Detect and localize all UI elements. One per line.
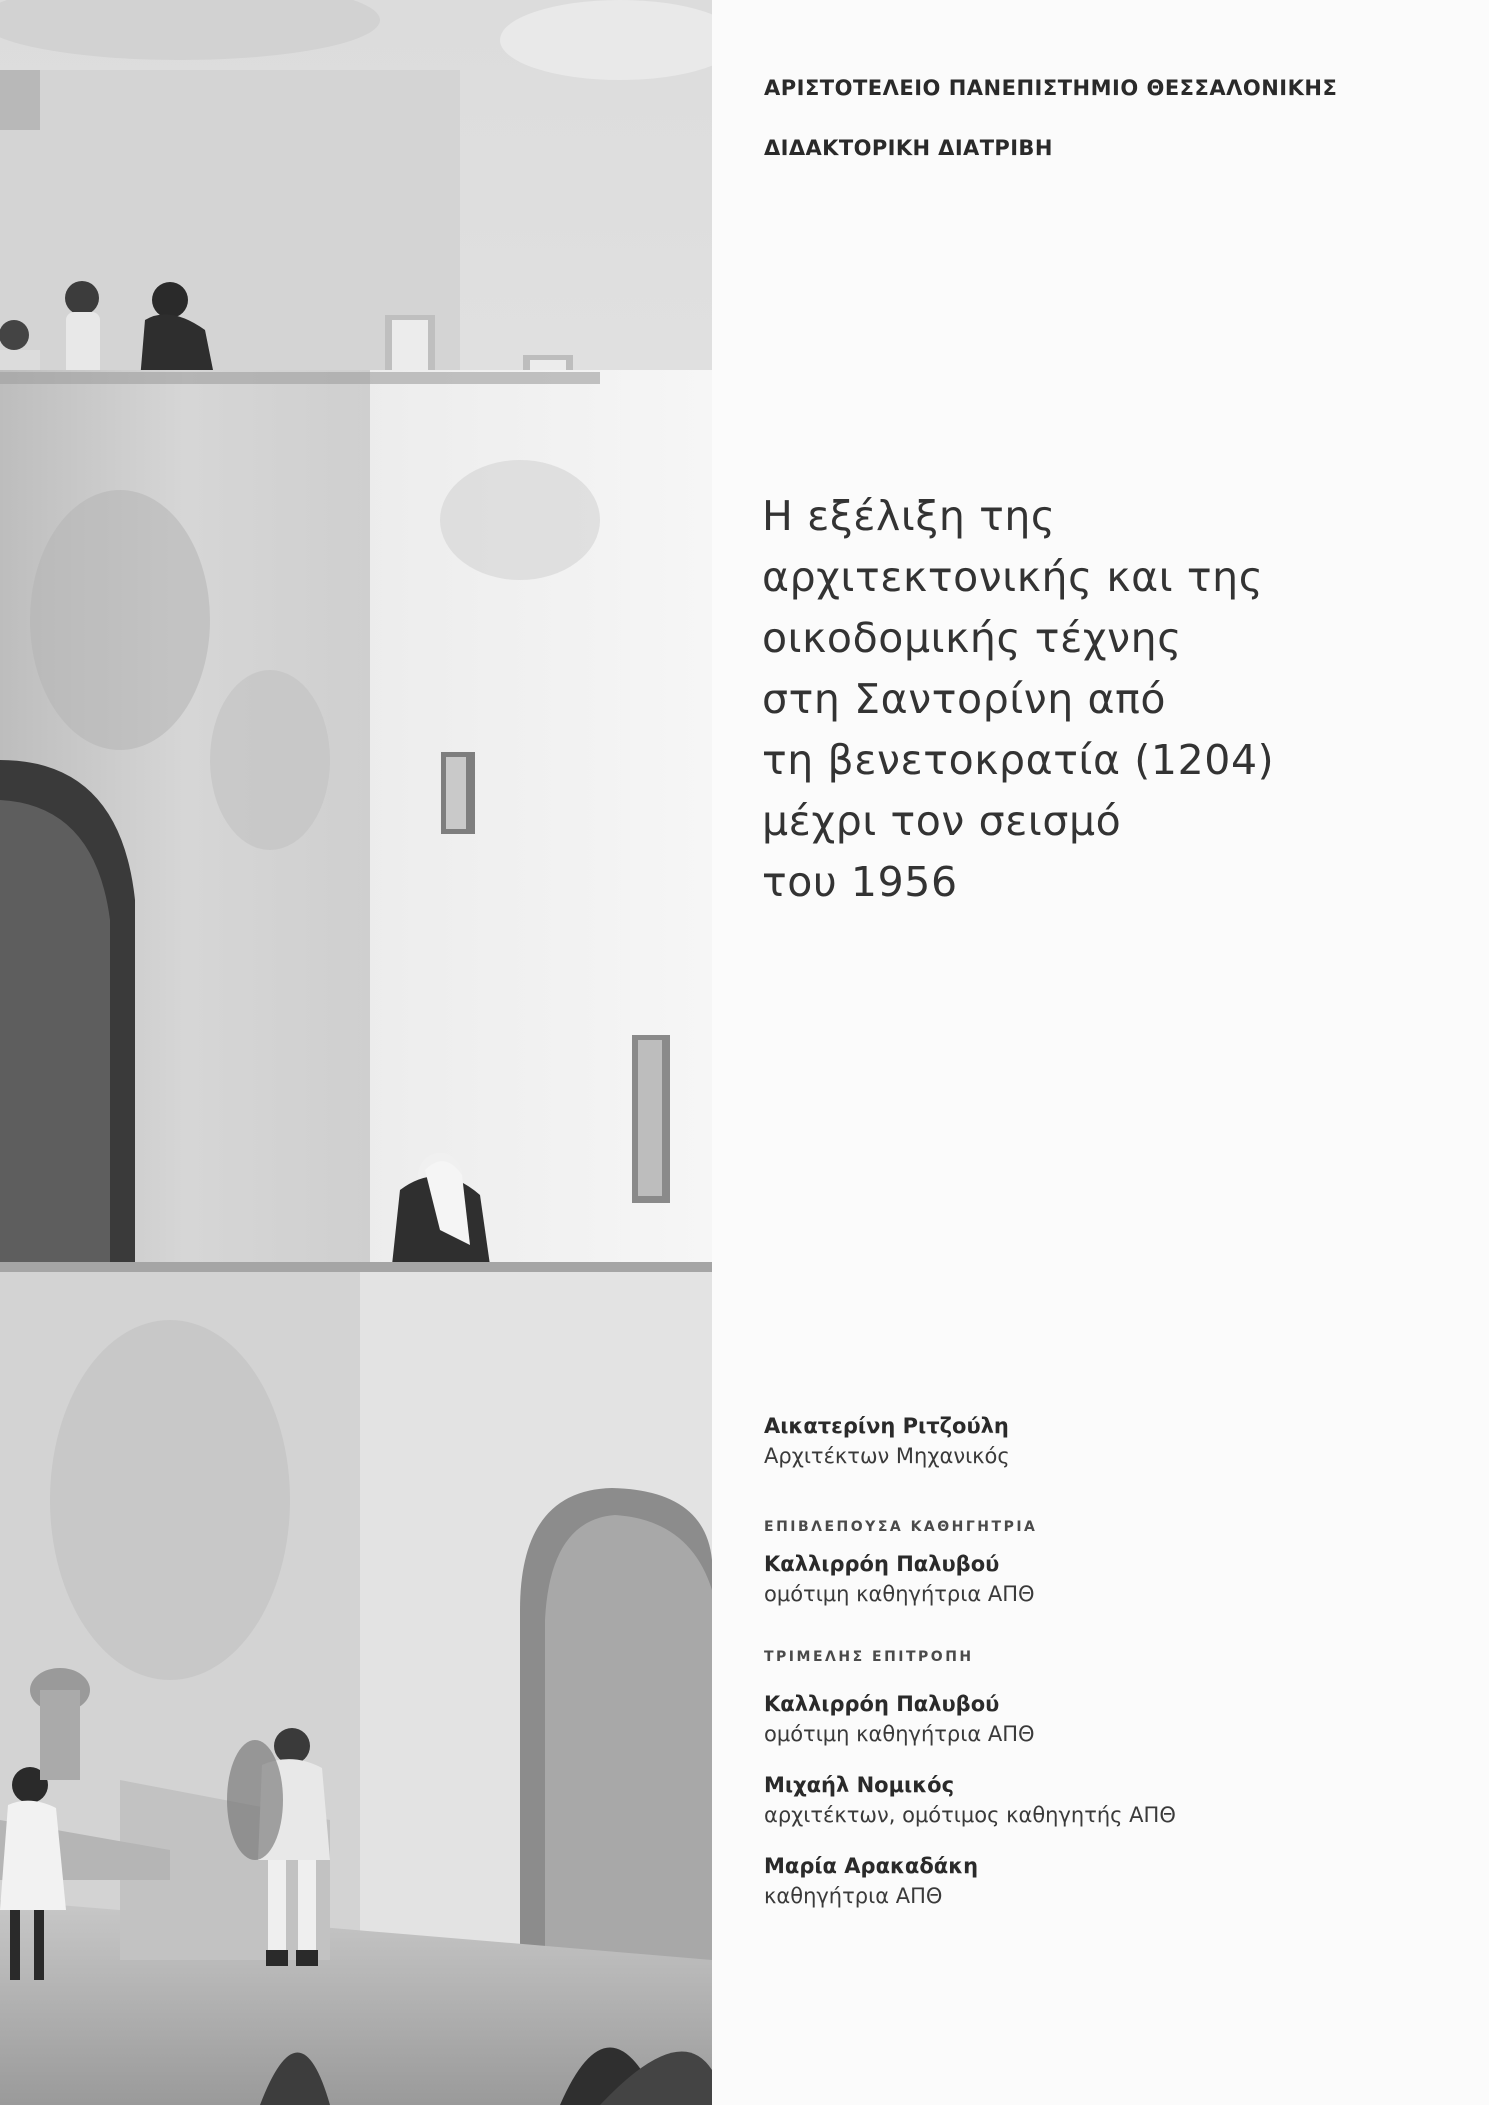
committee-member-role: ομότιμη καθηγήτρια ΑΠΘ	[764, 1722, 1035, 1746]
title-line: στη Σαντορίνη από	[762, 675, 1167, 723]
committee-label: ΤΡΙΜΕΛΗΣ ΕΠΙΤΡΟΠΗ	[764, 1649, 974, 1665]
committee-member-name: Μαρία Αρακαδάκη	[764, 1854, 979, 1878]
supervisor-name: Καλλιρρόη Παλυβού	[764, 1552, 1000, 1576]
thesis-title	[762, 486, 1382, 913]
supervisor-role: ομότιμη καθηγήτρια ΑΠΘ	[764, 1582, 1035, 1606]
credits-block	[764, 1411, 1424, 1911]
cover-photograph	[0, 0, 712, 2105]
author-role: Αρχιτέκτων Μηχανικός	[764, 1444, 1010, 1468]
title-line: τη βενετοκρατία (1204)	[762, 736, 1275, 784]
title-line: αρχιτεκτονικής και της	[762, 553, 1264, 601]
title-line: Η εξέλιξη της	[762, 492, 1056, 540]
title-line: οικοδομικής τέχνης	[762, 614, 1182, 662]
university-name: ΑΡΙΣΤΟΤΕΛΕΙΟ ΠΑΝΕΠΙΣΤΗΜΙΟ ΘΕΣΣΑΛΟΝΙΚΗΣ	[764, 76, 1338, 100]
document-type: ΔΙΔΑΚΤΟΡΙΚΗ ΔΙΑΤΡΙΒΗ	[764, 136, 1053, 160]
committee-member-name: Μιχαήλ Νομικός	[764, 1773, 955, 1797]
author-name: Αικατερίνη Ριτζούλη	[764, 1414, 1009, 1438]
title-line: μέχρι τον σεισμό	[762, 797, 1122, 845]
committee-member-name: Καλλιρρόη Παλυβού	[764, 1692, 1000, 1716]
title-line: του 1956	[762, 858, 958, 906]
supervisor-label: ΕΠΙΒΛΕΠΟΥΣΑ ΚΑΘΗΓΗΤΡΙΑ	[764, 1519, 1038, 1535]
committee-member-role: αρχιτέκτων, ομότιμος καθηγητής ΑΠΘ	[764, 1803, 1176, 1827]
committee-member-role: καθηγήτρια ΑΠΘ	[764, 1884, 943, 1908]
